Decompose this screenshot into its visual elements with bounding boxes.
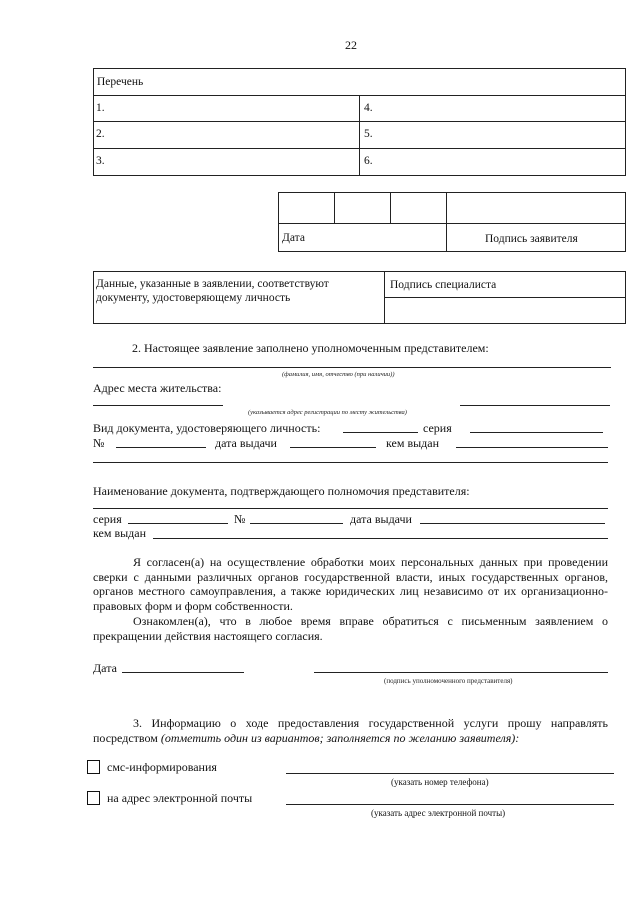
issued-by2-label: кем выдан xyxy=(93,526,147,540)
series-label: серия xyxy=(423,421,452,435)
list-item-6[interactable]: 6. xyxy=(364,155,373,167)
doc-type-label: Вид документа, удостоверяющего личность: xyxy=(93,421,321,435)
representative-name-field[interactable] xyxy=(93,367,611,368)
fio-hint: (фамилия, имя, отчество (при наличии)) xyxy=(282,371,395,378)
rep-date-field[interactable] xyxy=(122,672,244,673)
issued-by-field-2[interactable] xyxy=(93,462,608,463)
date-label: Дата xyxy=(282,232,305,244)
doc-type-field[interactable] xyxy=(343,432,418,433)
rep-signature-hint: (подпись уполномоченного представителя) xyxy=(384,677,513,685)
number-field[interactable] xyxy=(116,447,206,448)
series-field[interactable] xyxy=(470,432,603,433)
list-item-1[interactable]: 1. xyxy=(96,102,105,114)
series2-field[interactable] xyxy=(128,523,228,524)
specialist-signature-label: Подпись специалиста xyxy=(390,279,497,291)
email-hint: (указать адрес электронной почты) xyxy=(371,808,506,818)
applicant-signature-label: Подпись заявителя xyxy=(485,233,578,245)
number2-label: № xyxy=(234,512,246,526)
consent-text: Я согласен(а) на осуществление обработки моих персональных данных при проведении сверки с данными различных органов государственной власти, иных государственных органов, органов местного самоуправления, а также юридических лиц независимо от их организационно-правовых форм и форм собственности. xyxy=(93,555,608,613)
issued-by-field[interactable] xyxy=(456,447,608,448)
number-label: № xyxy=(93,436,105,450)
authority-doc-field[interactable] xyxy=(93,508,608,509)
address-label: Адрес места жительства: xyxy=(93,381,222,395)
section3-title-hint: (отметить один из вариантов; заполняется по желанию заявителя): xyxy=(160,730,520,745)
issued-by-label: кем выдан xyxy=(386,436,440,450)
date-year-field[interactable] xyxy=(391,193,445,222)
phone-hint: (указать номер телефона) xyxy=(391,777,489,787)
date-day-field[interactable] xyxy=(279,193,333,222)
issue-date2-field[interactable] xyxy=(420,523,605,524)
date-month-field[interactable] xyxy=(335,193,389,222)
acquainted-text: Ознакомлен(а), что в любое время вправе обратиться с письменным заявлением о прекращении действия настоящего согласия. xyxy=(93,614,608,643)
rep-signature-field[interactable] xyxy=(314,672,608,673)
address-field-1[interactable] xyxy=(93,405,223,406)
list-item-4[interactable]: 4. xyxy=(364,102,373,114)
email-option-label: на адрес электронной почты xyxy=(107,791,253,805)
sms-option-label: смс-информирования xyxy=(107,760,217,774)
sms-checkbox[interactable] xyxy=(87,760,100,774)
rep-date-label: Дата xyxy=(93,661,117,675)
issue-date-label: дата выдачи xyxy=(215,436,277,450)
address-field-2[interactable] xyxy=(460,405,610,406)
series2-label: серия xyxy=(93,512,122,526)
issue-date-field[interactable] xyxy=(290,447,376,448)
email-checkbox[interactable] xyxy=(87,791,100,805)
authority-doc-label: Наименование документа, подтверждающего полномочия представителя: xyxy=(93,484,470,498)
list-item-3[interactable]: 3. xyxy=(96,155,105,167)
number2-field[interactable] xyxy=(250,523,343,524)
section3-title xyxy=(93,716,608,745)
phone-field[interactable] xyxy=(286,773,614,774)
address-hint: (указывается адрес регистрации по месту жительства) xyxy=(248,409,407,416)
list-item-2[interactable]: 2. xyxy=(96,128,105,140)
issue-date2-label: дата выдачи xyxy=(350,512,412,526)
section2-title: 2. Настоящее заявление заполнено уполномоченным представителем: xyxy=(132,341,489,355)
section3-title-text: 3. Информацию о ходе предоставления государственной услуги прошу направлять посредством xyxy=(93,716,608,745)
list-table-header: Перечень xyxy=(97,76,144,88)
list-item-5[interactable]: 5. xyxy=(364,128,373,140)
email-field[interactable] xyxy=(286,804,614,805)
issued-by2-field[interactable] xyxy=(153,538,608,539)
page-number: 22 xyxy=(345,38,357,52)
verification-text: Данные, указанные в заявлении, соответствуют документу, удостоверяющему личность xyxy=(96,278,329,304)
